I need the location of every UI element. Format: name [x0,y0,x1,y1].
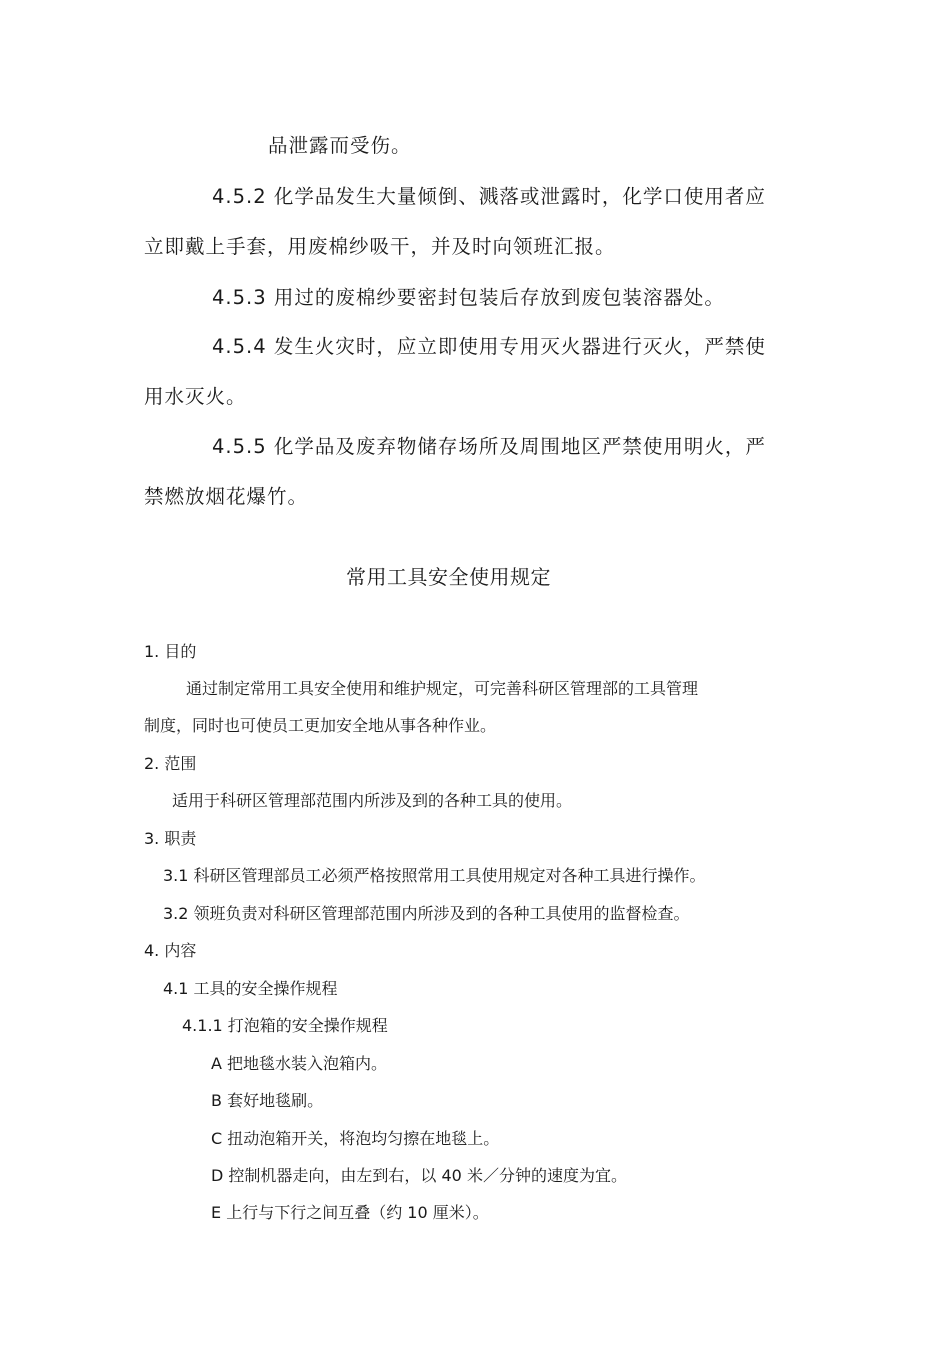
item-4-5-2-line2: 立即戴上手套，用废棉纱吸干，并及时向领班汇报。 [144,235,616,258]
item-4-5-5-line2: 禁燃放烟花爆竹。 [144,485,309,508]
section-duties-heading: 3. 职责 [144,829,197,848]
step-a: A 把地毯水装入泡箱内。 [211,1054,388,1073]
item-4-5-3-line1: 4.5.3 用过的废棉纱要密封包装后存放到废包装溶器处。 [212,286,725,309]
step-b: B 套好地毯刷。 [211,1091,324,1110]
section-purpose-body-line1: 通过制定常用工具安全使用和维护规定，可完善科研区管理部的工具管理 [186,679,699,698]
item-4-5-4-line2: 用水灭火。 [144,385,247,408]
document-title: 常用工具安全使用规定 [346,565,551,589]
item-4-5-2-line1: 4.5.2 化学品发生大量倾倒、溅落或泄露时，化学口使用者应 [212,185,766,208]
step-d: D 控制机器走向，由左到右，以 40 米／分钟的速度为宜。 [211,1166,627,1185]
section-scope-heading: 2. 范围 [144,754,197,773]
section-purpose-heading: 1. 目的 [144,642,197,661]
continuation-line: 品泄露而受伤。 [268,134,412,157]
section-duties-item-2: 3.2 领班负责对科研区管理部范围内所涉及到的各种工具使用的监督检查。 [163,904,690,923]
section-scope-body: 适用于科研区管理部范围内所涉及到的各种工具的使用。 [172,791,573,810]
section-content-sub-4-1-1: 4.1.1 打泡箱的安全操作规程 [182,1016,388,1035]
item-4-5-5-line1: 4.5.5 化学品及废弃物储存场所及周围地区严禁使用明火，严 [212,435,766,458]
section-purpose-body-line2: 制度，同时也可使员工更加安全地从事各种作业。 [144,716,497,735]
section-duties-item-1: 3.1 科研区管理部员工必须严格按照常用工具使用规定对各种工具进行操作。 [163,866,706,885]
step-c: C 扭动泡箱开关，将泡均匀擦在地毯上。 [211,1129,500,1148]
step-e: E 上行与下行之间互叠（约 10 厘米）。 [211,1203,489,1222]
item-4-5-4-line1: 4.5.4 发生火灾时，应立即使用专用灭火器进行灭火，严禁使 [212,335,766,358]
section-content-sub-4-1: 4.1 工具的安全操作规程 [163,979,338,998]
section-content-heading: 4. 内容 [144,941,197,960]
